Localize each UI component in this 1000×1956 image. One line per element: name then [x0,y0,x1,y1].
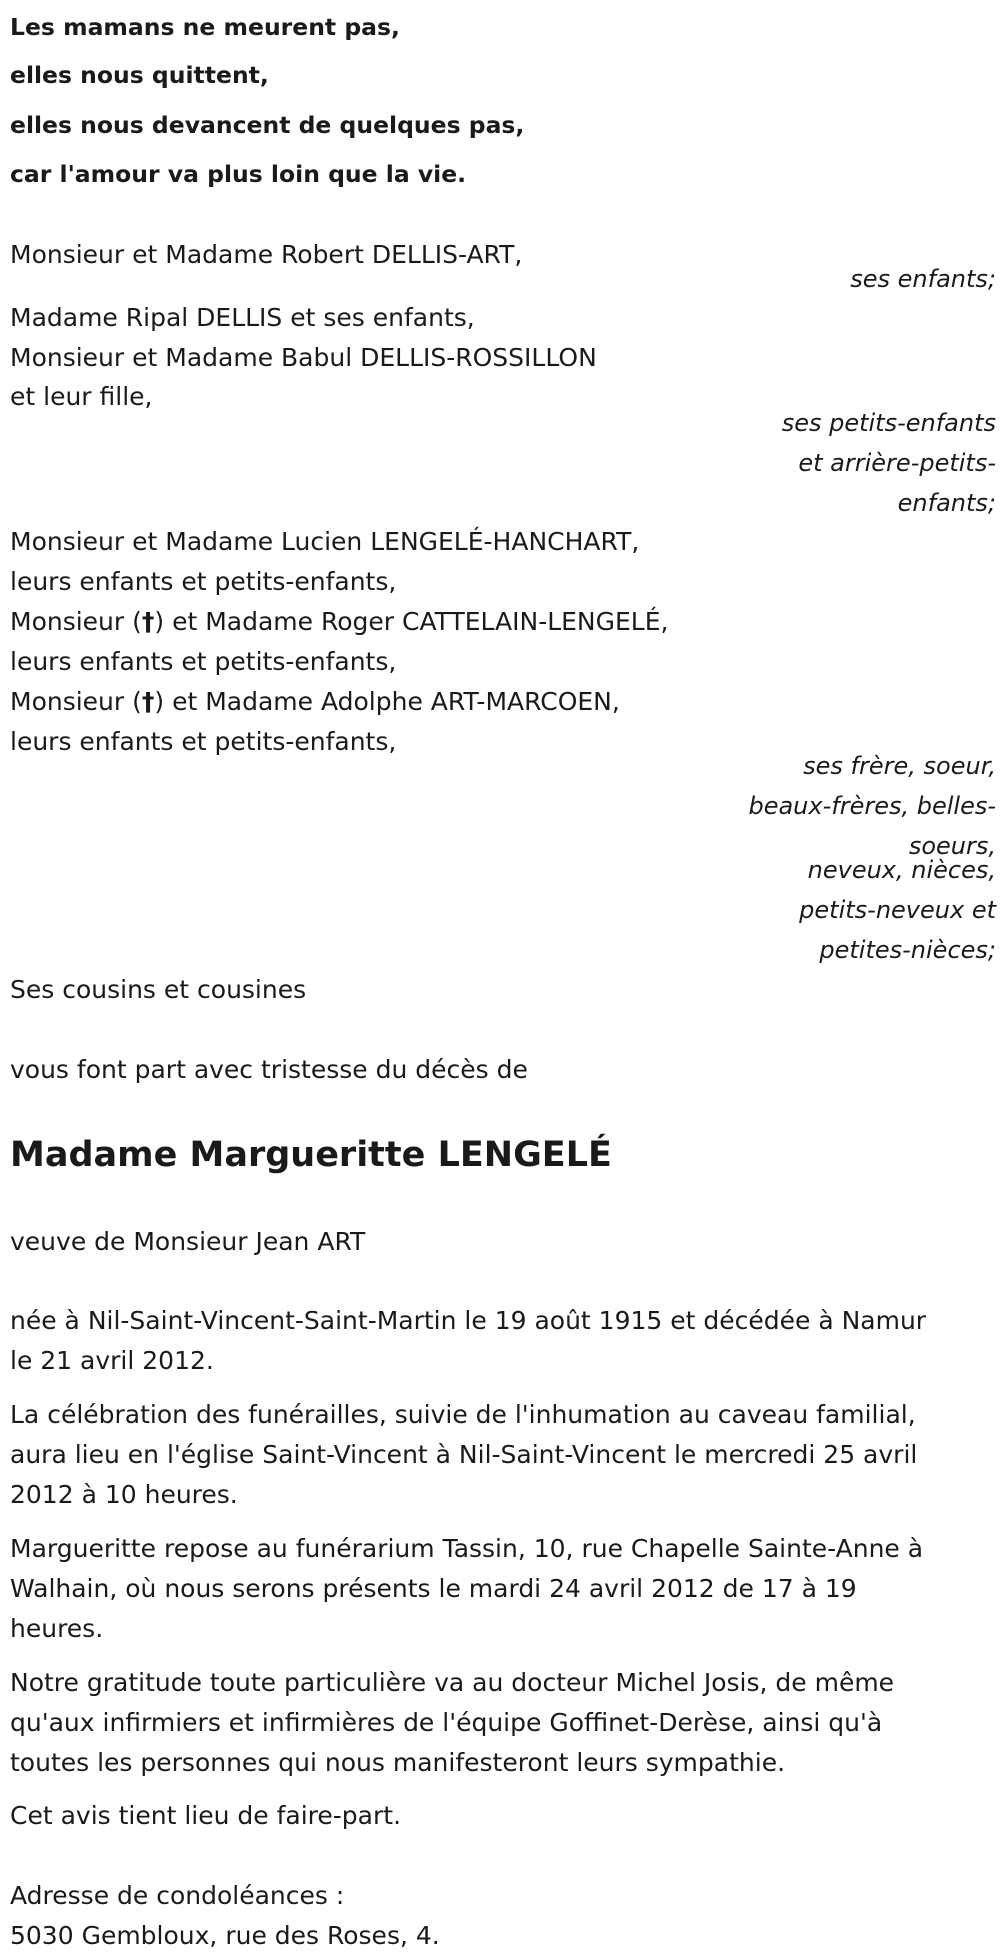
grandchildren-line-1: Madame Ripal DELLIS et ses enfants, [10,303,475,332]
siblings-role-5: petits-neveux et [799,896,996,924]
address-value: 5030 Gembloux, rue des Roses, 4. [10,1921,440,1950]
cross-icon: † [141,607,155,636]
siblings-line-5 [10,682,620,722]
grandchildren-line-2: Monsieur et Madame Babul DELLIS-ROSSILLON [10,343,597,372]
grandchildren-line-3: et leur fille, [10,382,153,411]
siblings-line-3-pre: Monsieur ( [10,607,142,636]
siblings-role-2: beaux-frères, belles- [748,792,996,820]
poem-line-4: car l'amour va plus loin que la vie. [10,160,467,188]
announcement: vous font part avec tristesse du décès de [10,1055,528,1084]
birth-line-2: le 21 avril 2012. [10,1346,214,1375]
siblings-line-4: leurs enfants et petits-enfants, [10,647,397,676]
siblings-role-4: neveux, nièces, [807,856,996,884]
address-label: Adresse de condoléances : [10,1881,345,1910]
thanks-line-2: qu'aux infirmiers et infirmières de l'équipe Goffinet-Derèse, ainsi qu'à [10,1708,883,1737]
poem-line-2: elles nous quittent, [10,61,269,89]
rest-line-2: Walhain, où nous serons présents le mardi 24 avril 2012 de 17 à 19 [10,1574,857,1603]
thanks-line-1: Notre gratitude toute particulière va au docteur Michel Josis, de même [10,1668,895,1697]
siblings-role-6: petites-nièces; [819,936,996,964]
cousins-line: Ses cousins et cousines [10,975,307,1004]
siblings-line-6: leurs enfants et petits-enfants, [10,727,397,756]
children-line-1: Monsieur et Madame Robert DELLIS-ART, [10,240,523,269]
siblings-line-5-pre: Monsieur ( [10,687,142,716]
poem-line-1: Les mamans ne meurent pas, [10,13,400,41]
siblings-line-2: leurs enfants et petits-enfants, [10,567,397,596]
children-role: ses enfants; [850,265,996,293]
funeral-line-2: aura lieu en l'église Saint-Vincent à Nil-Saint-Vincent le mercredi 25 avril [10,1440,918,1469]
cross-icon: † [141,687,155,716]
grandchildren-role-2: et arrière-petits- [798,449,996,477]
funeral-line-1: La célébration des funérailles, suivie de l'inhumation au caveau familial, [10,1400,916,1429]
poem-line-3: elles nous devancent de quelques pas, [10,111,525,139]
deceased-name: Madame Margueritte LENGELÉ [10,1135,612,1175]
siblings-role-3: soeurs, [908,832,996,860]
grandchildren-role-1: ses petits-enfants [781,409,996,437]
siblings-role-1: ses frère, soeur, [803,752,996,780]
siblings-line-5-post: ) et Madame Adolphe ART-MARCOEN, [154,687,620,716]
siblings-line-1: Monsieur et Madame Lucien LENGELÉ-HANCHART, [10,527,640,556]
rest-line-3: heures. [10,1614,104,1643]
siblings-line-3-post: ) et Madame Roger CATTELAIN-LENGELÉ, [154,607,669,636]
siblings-line-3 [10,602,668,642]
birth-line-1: née à Nil-Saint-Vincent-Saint-Martin le 19 août 1915 et décédée à Namur [10,1306,927,1335]
funeral-line-3: 2012 à 10 heures. [10,1480,238,1509]
grandchildren-role-3: enfants; [897,489,996,517]
thanks-line-3: toutes les personnes qui nous manifesteront leurs sympathie. [10,1748,786,1777]
rest-line-1: Margueritte repose au funérarium Tassin, 10, rue Chapelle Sainte-Anne à [10,1534,924,1563]
widow-line: veuve de Monsieur Jean ART [10,1227,366,1256]
notice-line: Cet avis tient lieu de faire-part. [10,1801,402,1830]
